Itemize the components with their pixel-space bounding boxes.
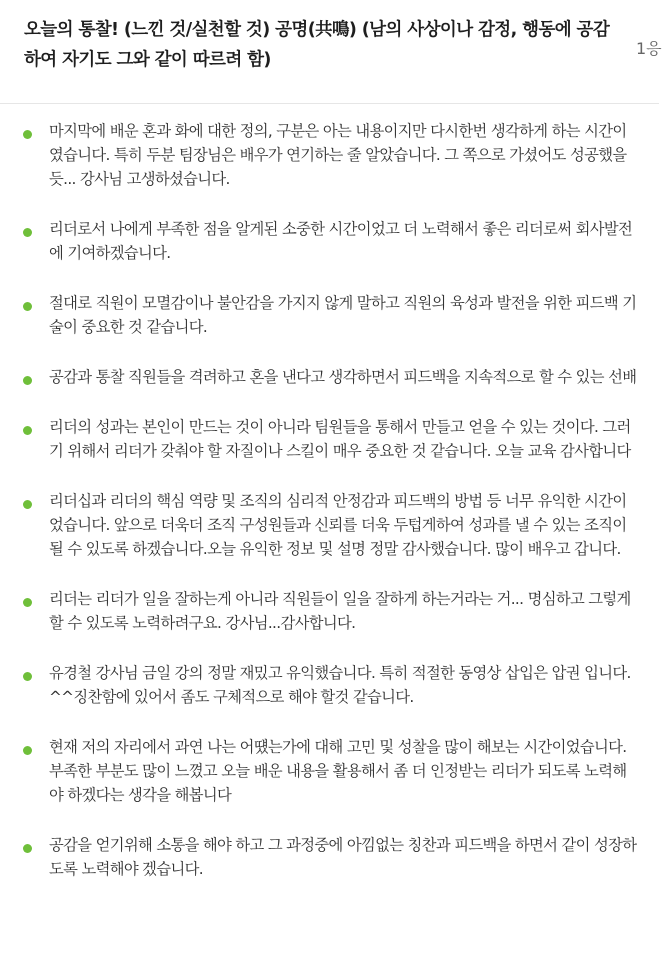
response-count: 1응 [636,39,662,58]
bullet-dot-icon [23,844,32,853]
bullet-dot-icon [23,598,32,607]
bullet-dot-icon [23,302,32,311]
response-item [0,119,659,191]
question-title: 오늘의 통찰! (느낀 것/실천할 것) 공명(共鳴) (남의 사상이나 감정, 행동에 공감하여 자기도 그와 같이 따르려 함) [24,20,610,70]
response-item [0,365,659,389]
response-item [0,661,659,709]
response-text: 절대로 직원이 모멸감이나 불안감을 가지지 않게 말하고 직원의 육성과 발전을 위한 피드백 기술이 중요한 것 같습니다. [49,294,637,336]
question-header [0,0,662,104]
bullet-dot-icon [23,746,32,755]
response-text: 현재 저의 자리에서 과연 나는 어떘는가에 대해 고민 및 성찰을 많이 해보는 시간이었습니다. 부족한 부분도 많이 느꼈고 오늘 배운 내용을 활용해서 좀 더 인정받는 리더가 되도록 노력해야 하겠다는 생각을 해봅니다 [49,738,627,804]
bullet-dot-icon [23,228,32,237]
response-item [0,735,659,807]
bullet-dot-icon [23,500,32,509]
response-item [0,833,659,881]
response-text: 리더의 성과는 본인이 만드는 것이 아니라 팀원들을 통해서 만들고 얻을 수 있는 것이다. 그러기 위해서 리더가 갖춰야 할 자질이나 스킬이 매우 중요한 것 같습니다. 오늘 교육 감사합니다 [49,418,631,460]
response-text: 마지막에 배운 혼과 화에 대한 정의, 구분은 아는 내용이지만 다시한번 생각하게 하는 시간이였습니다. 특히 두분 팀장님은 배우가 연기하는 줄 알았습니다. 그 쪽으로 가셨어도 성공했을 듯... 강사님 고생하셨습니다. [49,122,627,188]
response-text: 리더로서 나에게 부족한 점을 알게된 소중한 시간이었고 더 노력해서 좋은 리더로써 회사발전에 기여하겠습니다. [49,220,633,262]
bullet-dot-icon [23,426,32,435]
response-text: 리더는 리더가 일을 잘하는게 아니라 직원들이 일을 잘하게 하는거라는 거... 명심하고 그렇게 할 수 있도록 노력하려구요. 강사님...감사합니다. [49,590,631,632]
response-item [0,489,659,561]
response-item [0,587,659,635]
bullet-dot-icon [23,672,32,681]
response-text: 공감과 통찰 직원들을 격려하고 혼을 낸다고 생각하면서 피드백을 지속적으로 할 수 있는 선배 [49,368,637,386]
response-list [0,119,659,907]
response-item [0,217,659,265]
response-item [0,291,659,339]
response-text: 공감을 얻기위해 소통을 해야 하고 그 과정중에 아낌없는 칭찬과 피드백을 하면서 같이 성장하도록 노력해야 겠습니다. [49,836,637,878]
response-text: 유경철 강사님 금일 강의 정말 재밌고 유익했습니다. 특히 적절한 동영상 삽입은 압권 입니다.^^징찬함에 있어서 좀도 구체적으로 해야 할것 같습니다. [49,664,631,706]
response-text: 리더십과 리더의 핵심 역량 및 조직의 심리적 안정감과 피드백의 방법 등 너무 유익한 시간이었습니다. 앞으로 더욱더 조직 구성원들과 신뢰를 더욱 두텁게하여 성과를 낼 수 있는 조직이 될 수 있도록 하겠습니다.오늘 유익한 정보 및 설명 정말 감사했습니다. 많이 배우고 갑니다. [49,492,627,558]
bullet-dot-icon [23,376,32,385]
bullet-dot-icon [23,130,32,139]
response-item [0,415,659,463]
